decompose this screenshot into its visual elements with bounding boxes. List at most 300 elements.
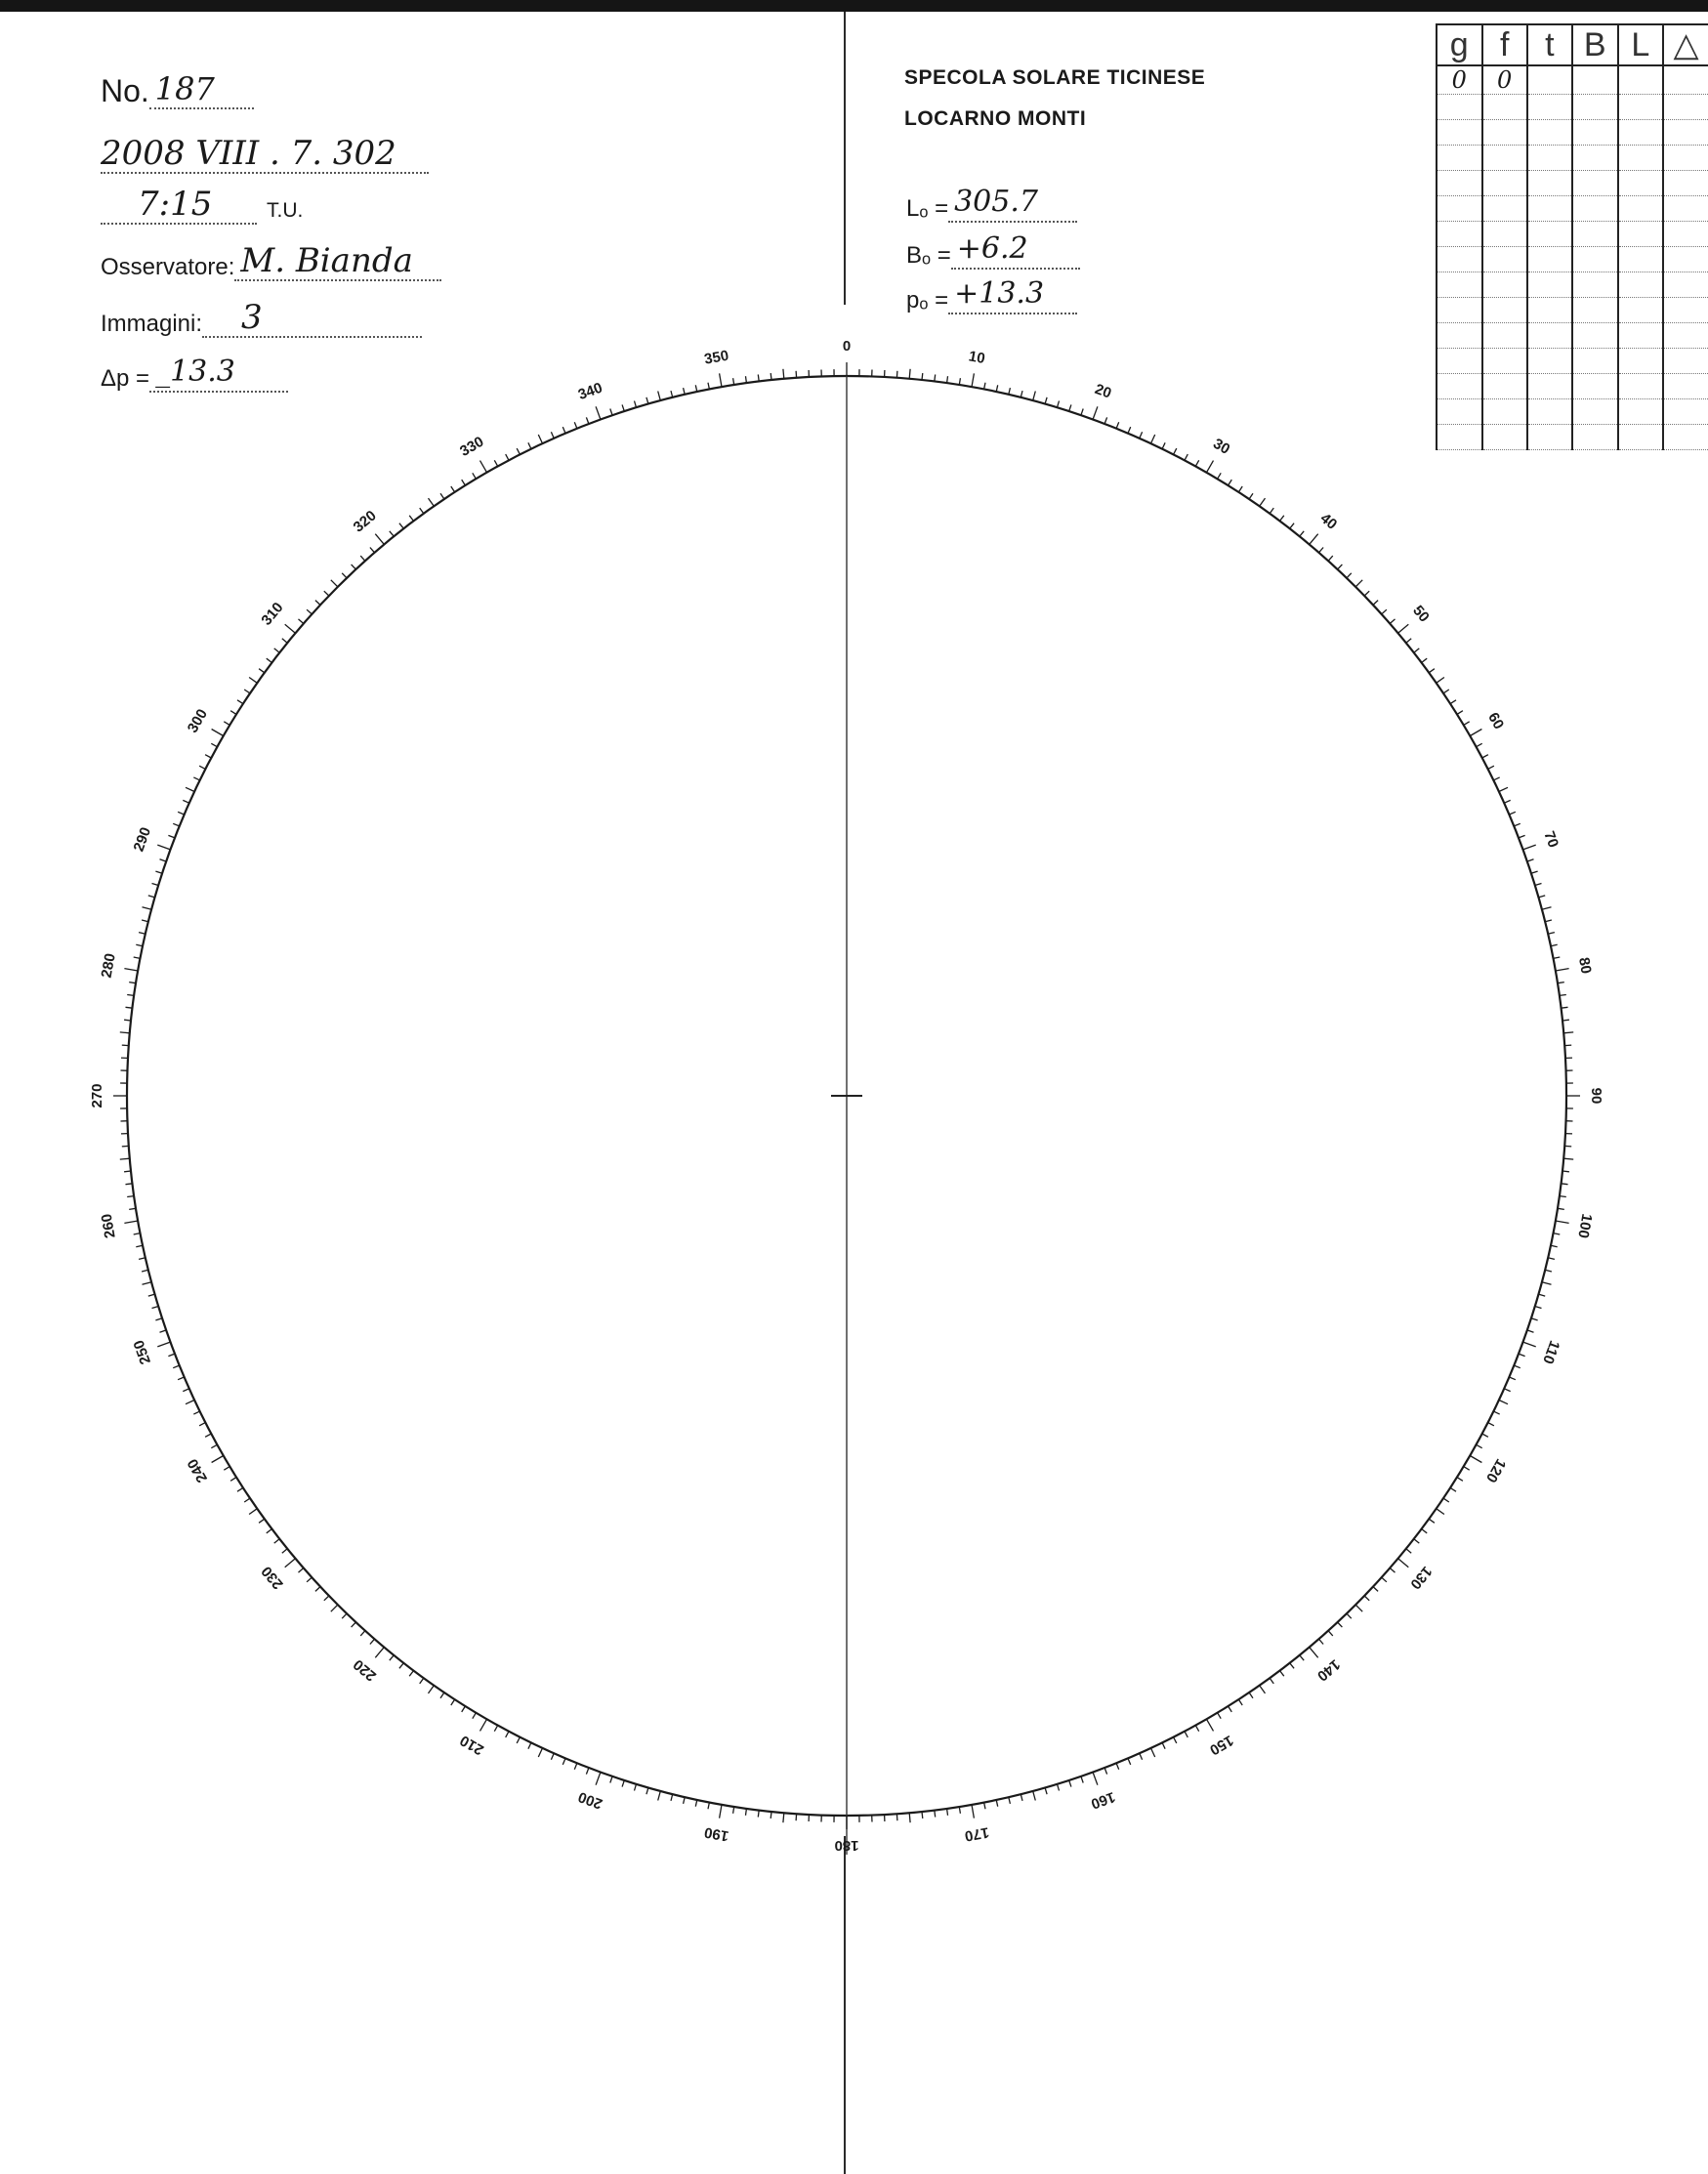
degree-tick [1300,531,1304,536]
header-g: g [1437,24,1482,65]
degree-label-190: 190 [702,1823,730,1845]
degree-tick [1081,1777,1083,1783]
degree-tick [1373,601,1378,606]
degree-tick [211,1444,217,1447]
degree-tick [1398,1559,1409,1568]
degree-tick [746,376,747,383]
degree-tick [758,375,759,382]
degree-tick [622,1780,624,1787]
degree-label-300: 300 [184,706,211,736]
degree-tick [473,1713,477,1719]
degree-tick [1499,787,1508,791]
degree-tick [1542,1282,1552,1285]
degree-tick [1548,933,1555,935]
degree-tick [1207,461,1214,473]
degree-tick [1477,1444,1482,1447]
degree-label-170: 170 [963,1823,991,1845]
degree-tick [1514,823,1521,826]
degree-tick [1542,907,1552,910]
po-value: +13.3 [948,275,1077,314]
degree-tick [285,1559,296,1568]
degree-tick [1382,609,1387,614]
degree-tick [1535,884,1542,886]
degree-tick [342,573,347,578]
degree-tick [695,385,697,392]
degree-tick [684,1797,686,1804]
degree-tick [1464,722,1470,726]
table-cell-g: 0 [1437,65,1482,95]
degree-tick [671,391,673,397]
observatory-name: SPECOLA SOLARE TICINESE [904,66,1206,89]
images-label: Immagini: [101,311,203,337]
degree-tick [635,401,637,408]
degree-tick [124,969,138,971]
degree-tick [1338,1622,1343,1627]
degree-tick [1554,957,1561,958]
degree-tick [480,1719,487,1731]
degree-tick [1081,409,1083,416]
degree-tick [1069,1780,1071,1787]
degree-tick [1355,580,1362,587]
degree-tick [1499,1401,1508,1404]
table-cell-f: 0 [1482,65,1527,95]
degree-tick [122,1045,129,1046]
degree-tick [1373,1587,1378,1592]
degree-tick [1280,1671,1284,1677]
degree-tick [1382,1577,1387,1582]
degree-tick [1338,564,1343,569]
degree-label-50: 50 [1409,602,1433,626]
degree-tick [783,1813,784,1822]
degree-label-140: 140 [1313,1655,1344,1685]
degree-tick [1531,871,1538,873]
degree-label-90: 90 [1588,1087,1605,1105]
degree-tick [1310,534,1318,545]
degree-tick [494,1726,497,1732]
degree-tick [307,1577,312,1582]
degree-tick [596,406,601,419]
degree-tick [517,448,520,454]
time-unit: T.U. [267,199,304,222]
degree-tick [1238,486,1242,492]
degree-tick [237,700,243,704]
degree-tick [671,1794,673,1801]
degree-tick [1493,1411,1499,1414]
degree-tick [1195,1726,1198,1732]
degree-tick [658,392,661,401]
degree-tick [1280,516,1284,522]
degree-tick [160,1330,167,1332]
degree-tick [1551,1245,1558,1247]
degree-tick [622,404,624,411]
degree-tick [244,690,250,693]
degree-tick [315,601,320,606]
degree-tick [1482,755,1488,758]
degree-label-130: 130 [1406,1563,1436,1593]
degree-tick [1319,548,1324,553]
degree-tick [224,722,229,726]
header-delta: △ [1663,24,1708,65]
degree-label-280: 280 [98,951,119,980]
degree-tick [959,1807,960,1814]
degree-tick [596,1773,601,1785]
degree-tick [451,1699,455,1705]
degree-tick [646,1787,648,1794]
degree-tick [186,787,194,791]
degree-tick [1364,591,1369,596]
degree-label-320: 320 [350,507,380,536]
degree-tick [267,1529,272,1533]
degree-tick [1504,800,1510,803]
degree-tick [178,1377,185,1380]
degree-tick [157,845,170,850]
degree-tick [1523,1342,1536,1347]
degree-tick [148,896,155,898]
degree-tick [1554,1233,1561,1234]
date-value: 2008 VIII . 7. 302 [101,135,429,174]
degree-tick [1162,442,1165,448]
degree-tick [1300,1655,1304,1660]
degree-tick [1195,460,1198,466]
degree-tick [1509,812,1516,815]
delta-p-value: _13.3 [149,354,288,393]
observer-label: Osservatore: [101,254,235,280]
degree-tick [1422,1529,1428,1533]
degree-tick [152,1307,159,1309]
degree-tick [562,427,565,434]
degree-tick [390,531,394,536]
degree-tick [1355,1605,1362,1611]
degree-tick [1443,1498,1449,1502]
degree-tick [1556,1221,1569,1223]
degree-tick [996,385,998,392]
degree-tick [1527,1330,1534,1332]
degree-tick [168,835,175,838]
degree-tick [896,371,897,378]
degree-tick [352,1622,356,1627]
degree-tick [528,1742,531,1748]
degree-tick [126,1007,133,1008]
degree-tick [1033,1791,1036,1801]
degree-tick [134,1233,141,1234]
degree-label-30: 30 [1210,435,1233,458]
degree-tick [352,564,356,569]
degree-label-350: 350 [702,347,730,368]
degree-tick [360,556,365,561]
degree-tick [127,1196,134,1197]
degree-tick [1562,1007,1568,1008]
degree-tick [124,1221,138,1223]
degree-tick [1033,392,1036,401]
degree-tick [1185,1732,1187,1737]
degree-tick [122,1146,129,1147]
degree-tick [409,516,413,522]
degree-tick [1328,556,1333,561]
degree-tick [551,1753,554,1759]
degree-tick [1045,1787,1047,1794]
observer-value: M. Bianda [234,242,441,281]
degree-tick [1347,573,1352,578]
degree-tick [1151,1748,1155,1757]
degree-tick [1140,432,1143,438]
degree-tick [127,995,134,996]
degree-tick [935,1811,936,1818]
degree-tick [259,669,265,673]
degree-tick [922,373,923,380]
degree-tick [984,383,985,390]
degree-tick [168,1354,175,1357]
degree-tick [1406,1549,1411,1553]
degree-tick [205,1434,211,1437]
degree-label-240: 240 [184,1455,211,1485]
degree-tick [720,373,722,387]
degree-tick [1069,404,1071,411]
degree-tick [1514,1365,1521,1368]
degree-tick [429,498,435,506]
degree-tick [1562,1171,1569,1172]
degree-tick [259,1519,265,1523]
degree-tick [120,1032,130,1033]
bo-value: +6.2 [951,230,1080,270]
degree-tick [586,417,589,424]
degree-tick [126,1184,133,1185]
degree-tick [1128,427,1131,434]
degree-tick [212,730,224,736]
degree-tick [1450,700,1456,704]
degree-tick [586,1768,589,1775]
degree-tick [1545,1270,1552,1272]
degree-tick [160,859,167,861]
degree-tick [562,1758,565,1765]
degree-tick [1218,473,1222,479]
degree-tick [1162,1742,1165,1748]
degree-tick [129,982,136,983]
degree-tick [120,1158,130,1159]
degree-tick [947,376,948,383]
degree-tick [399,523,403,529]
degree-tick [610,1777,612,1783]
degree-tick [1151,435,1155,443]
degree-tick [1390,1568,1395,1573]
degree-label-120: 120 [1482,1455,1510,1485]
degree-tick [528,442,531,448]
degree-tick [1560,995,1566,996]
degree-tick [646,397,648,404]
degree-tick [143,907,152,910]
degree-tick [1457,1478,1463,1482]
degree-tick [1558,982,1564,983]
bo-label: Bₒ = [906,242,951,269]
degree-tick [1531,1318,1538,1320]
degree-tick [1538,1294,1545,1296]
degree-tick [1249,493,1253,499]
degree-tick [249,678,257,684]
header-l: L [1618,24,1664,65]
degree-label-20: 20 [1092,380,1114,402]
degree-tick [282,639,287,643]
degree-tick [1140,1753,1143,1759]
degree-tick [1290,1663,1294,1669]
degree-tick [538,1748,542,1757]
degree-label-180: 180 [834,1837,859,1855]
degree-tick [136,944,143,946]
degree-tick [1477,743,1482,746]
degree-tick [1422,658,1428,662]
degree-tick [124,1171,131,1172]
degree-tick [1488,1423,1494,1426]
degree-tick [1116,422,1119,429]
degree-tick [1260,1686,1266,1693]
degree-tick [1270,508,1273,514]
degree-tick [1249,1693,1253,1698]
degree-tick [1564,1146,1571,1147]
degree-tick [1414,1539,1420,1543]
degree-tick [796,1814,797,1820]
degree-label-150: 150 [1206,1732,1236,1759]
degree-tick [909,1813,910,1822]
header-t: t [1527,24,1572,65]
degree-tick [708,1803,709,1810]
delta-p-label: Δp = [101,365,150,392]
degree-tick [1218,1713,1222,1719]
degree-label-330: 330 [457,433,487,460]
degree-tick [1058,1784,1060,1791]
degree-tick [783,369,784,379]
degree-tick [1229,1706,1232,1712]
degree-tick [152,884,159,886]
header-f: f [1482,24,1527,65]
degree-tick [199,766,205,769]
lo-label: Lₒ = [906,195,949,222]
degree-tick [462,480,466,485]
degree-label-340: 340 [575,379,605,404]
degree-tick [282,1549,287,1553]
degree-tick [1437,678,1444,684]
degree-tick [896,1814,897,1820]
degree-tick [1328,1631,1333,1636]
degree-tick [695,1800,697,1807]
degree-tick [1260,498,1266,506]
degree-tick [1545,920,1552,922]
degree-tick [440,1693,444,1698]
degree-tick [1509,1377,1516,1380]
degree-tick [155,1318,162,1320]
degree-tick [1556,969,1569,971]
degree-tick [315,1587,320,1592]
degree-tick [551,432,554,438]
degree-tick [193,1411,199,1414]
degree-tick [142,920,148,922]
degree-tick [299,1568,304,1573]
degree-tick [574,422,577,429]
degree-label-200: 200 [575,1787,605,1813]
observatory-location: LOCARNO MONTI [904,107,1087,130]
degree-tick [299,619,304,624]
degree-label-160: 160 [1088,1787,1118,1813]
degree-tick [909,369,910,379]
degree-tick [1229,480,1232,485]
degree-tick [1104,1768,1107,1775]
degree-tick [684,388,686,395]
degree-tick [1464,1467,1470,1471]
degree-tick [1535,1307,1542,1309]
degree-tick [1347,1613,1352,1618]
degree-tick [230,711,236,715]
degree-tick [935,375,936,382]
degree-tick [1527,859,1534,861]
degree-tick [399,1663,403,1669]
degree-label-80: 80 [1575,956,1595,976]
degree-tick [199,1423,205,1426]
degree-tick [124,1020,131,1021]
degree-tick [984,1803,985,1810]
degree-tick [1443,690,1449,693]
degree-tick [1551,944,1558,946]
degree-label-310: 310 [258,599,287,629]
degree-tick [1104,417,1107,424]
degree-label-210: 210 [457,1732,487,1759]
degree-tick [1174,1737,1177,1743]
degree-tick [129,1208,136,1209]
degree-tick [1523,845,1536,850]
degree-tick [142,1270,148,1272]
degree-tick [267,658,272,662]
degree-tick [420,508,424,514]
degree-tick [224,1467,229,1471]
degree-label-70: 70 [1540,828,1562,851]
degree-tick [139,933,146,935]
degree-label-250: 250 [130,1337,155,1367]
degree-tick [733,1807,734,1814]
degree-tick [429,1686,435,1693]
degree-tick [733,378,734,385]
degree-tick [1128,1758,1131,1765]
degree-tick [331,1605,338,1611]
degree-label-100: 100 [1574,1212,1596,1240]
degree-tick [370,548,375,553]
degree-label-40: 40 [1316,510,1341,533]
degree-label-0: 0 [842,337,852,355]
degree-tick [1093,406,1098,419]
degree-tick [1310,1648,1318,1658]
degree-tick [193,777,199,780]
degree-tick [1270,1678,1273,1684]
degree-tick [959,378,960,385]
degree-tick [796,371,797,378]
degree-tick [244,1498,250,1502]
degree-tick [173,1365,180,1368]
degree-tick [178,812,185,815]
degree-tick [462,1706,466,1712]
degree-tick [996,1800,998,1807]
degree-tick [1185,454,1187,460]
degree-label-230: 230 [258,1563,287,1593]
degree-tick [538,435,542,443]
degree-tick [148,1294,155,1296]
degree-tick [420,1678,424,1684]
degree-tick [183,1389,188,1392]
header-b: B [1572,24,1618,65]
degree-tick [1398,624,1409,633]
degree-tick [1058,401,1060,408]
degree-tick [331,580,338,587]
degree-tick [173,823,180,826]
degree-tick [473,473,477,479]
degree-tick [574,1763,577,1770]
degree-tick [1207,1719,1214,1731]
degree-tick [635,1784,637,1791]
degree-tick [1021,391,1022,397]
